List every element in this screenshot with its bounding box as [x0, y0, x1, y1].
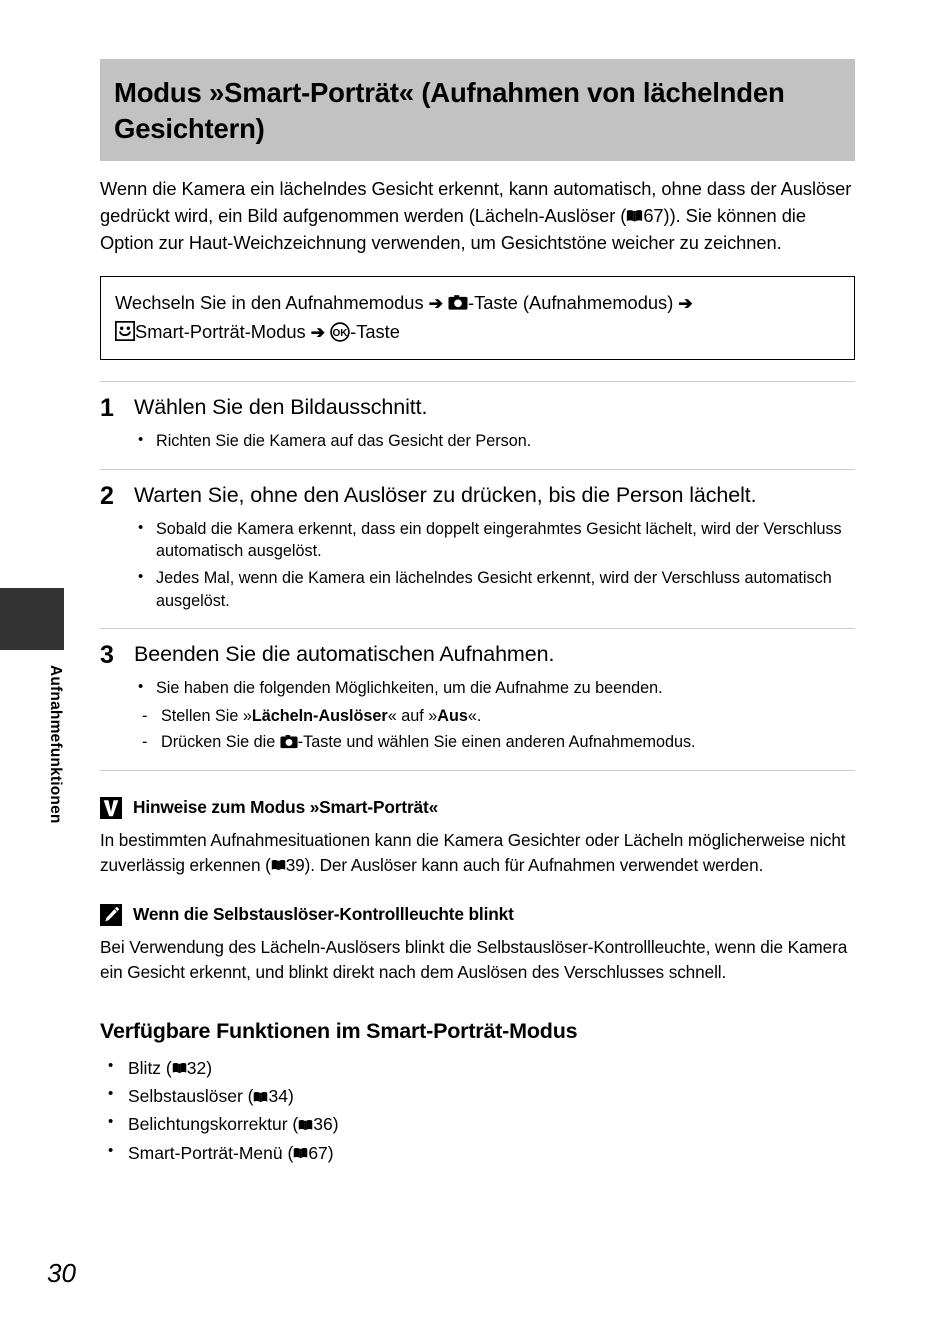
feature-label: Blitz (: [128, 1057, 172, 1078]
list-item: • Jedes Mal, wenn die Kamera ein lächelndes Gesicht erkennt, wird der Verschluss automatisch ausgelöst.: [134, 567, 855, 612]
note-warning-heading-row: [100, 797, 855, 819]
note-warning-page-ref: 39: [285, 854, 305, 875]
step-3-number: 3: [100, 641, 114, 670]
step-1: [100, 394, 855, 453]
sub2-post: -Taste und wählen Sie einen anderen Aufnahmemodus.: [297, 733, 696, 752]
book-icon: [253, 1091, 268, 1104]
arrow-right-icon: ➔: [428, 293, 443, 313]
intro-paragraph: [100, 175, 855, 257]
feature-suffix: ): [206, 1057, 213, 1078]
path-line1-mid: -Taste (Aufnahmemodus): [468, 291, 674, 313]
book-icon: [271, 859, 286, 872]
step-1-number: 1: [100, 394, 114, 423]
book-icon: [293, 1147, 308, 1160]
feature-label: Belichtungskorrektur (: [128, 1114, 299, 1135]
camera-icon: [448, 294, 468, 311]
step-3-title: Beenden Sie die automatischen Aufnahmen.: [134, 642, 555, 667]
intro-text-part1: Wenn die Kamera ein lächelndes Gesicht erkennt, kann automatisch, ohne dass der Auslöser gedrückt wird, ein Bild aufgenommen werden (Lächeln-Auslöser (: [100, 177, 852, 226]
book-icon: [172, 1062, 187, 1075]
note-tip-heading-row: [100, 904, 855, 926]
navigation-path-box: [100, 276, 855, 360]
feature-suffix: ): [332, 1114, 339, 1135]
sub-list-item-2: [134, 730, 855, 754]
list-item: [100, 1141, 855, 1166]
path-line1-pre: Wechseln Sie in den Aufnahmemodus: [115, 291, 424, 313]
note-tip-heading: Wenn die Selbstauslöser-Kontrollleuchte blinkt: [133, 904, 514, 925]
list-item: • Sobald die Kamera erkennt, dass ein doppelt eingerahmtes Gesicht lächelt, wird der Verschluss automatisch ausgelöst.: [134, 518, 855, 563]
page-content: [100, 0, 855, 1166]
sub1-bold1: Lächeln-Auslöser: [251, 706, 388, 725]
chapter-tab-label: Aufnahmefunktionen: [47, 665, 64, 824]
path-line2-end: -Taste: [350, 321, 400, 343]
feature-page-ref: 67: [308, 1142, 328, 1163]
step-2-number: 2: [100, 481, 114, 510]
sub1-pre: Stellen Sie »: [161, 706, 252, 725]
step-3-bullets: [134, 677, 855, 700]
features-heading: Verfügbare Funktionen im Smart-Porträt-Modus: [100, 1018, 578, 1043]
step-2-title: Warten Sie, ohne den Auslöser zu drücken, bis die Person lächelt.: [134, 482, 757, 507]
sub1-bold2: Aus: [437, 706, 468, 725]
note-tip-body: Bei Verwendung des Lächeln-Auslösers blinkt die Selbstauslöser-Kontrollleuchte, wenn die Kamera ein Gesicht erkennt, und blinkt direkt nach dem Auslösen des Verschlusses schnell.: [100, 936, 848, 982]
sub-list-item-1: [134, 704, 855, 728]
list-item: [100, 1056, 855, 1081]
list-item: • Richten Sie die Kamera auf das Gesicht der Person.: [134, 430, 855, 453]
feature-suffix: ): [327, 1142, 334, 1163]
page-number: 30: [47, 1258, 76, 1288]
step-3: [100, 641, 855, 754]
intro-page-ref: 67: [643, 204, 664, 226]
list-item: • Sie haben die folgenden Möglichkeiten, um die Aufnahme zu beenden.: [134, 677, 855, 700]
step-divider-3: [100, 628, 855, 629]
ok-button-icon: [330, 322, 350, 342]
note-warning-text1: In bestimmten Aufnahmesituationen kann die Kamera Gesichter oder Lächeln möglicherweise nicht zuverlässig erkennen (: [100, 829, 846, 875]
step-2: [100, 482, 855, 613]
feature-label: Selbstauslöser (: [128, 1086, 254, 1107]
intro-text-part2: )). Sie können die Option zur Haut-Weichzeichnung verwenden, um Gesichtstöne weicher zu zeichnen.: [100, 204, 806, 254]
book-icon: [626, 209, 643, 223]
feature-page-ref: 36: [313, 1114, 333, 1135]
step-divider-2: [100, 469, 855, 470]
list-item: [100, 1112, 855, 1137]
feature-page-ref: 34: [268, 1086, 288, 1107]
page-title: Modus »Smart-Porträt« (Aufnahmen von lächelnden Gesichtern): [100, 59, 855, 161]
note-warning-text2: ). Der Auslöser kann auch für Aufnahmen verwendet werden.: [304, 854, 764, 875]
note-tip: [100, 904, 855, 985]
list-item: [100, 1084, 855, 1109]
path-line-2: [115, 317, 840, 347]
feature-suffix: ): [287, 1086, 294, 1107]
path-line2-mid: Smart-Porträt-Modus: [135, 321, 306, 343]
sub1-mid: « auf »: [387, 706, 438, 725]
sub2-pre: Drücken Sie die: [161, 733, 276, 752]
feature-label: Smart-Porträt-Menü (: [128, 1142, 294, 1163]
path-line-1: [115, 288, 840, 318]
step-1-title: Wählen Sie den Bildausschnitt.: [134, 395, 428, 420]
book-icon: [298, 1119, 313, 1132]
note-warning-body: [100, 828, 855, 878]
camera-icon: [280, 734, 298, 749]
sub1-post: «.: [467, 706, 482, 725]
step-3-sub-items: [134, 704, 855, 755]
step-divider-4: [100, 770, 855, 771]
smile-face-icon: [115, 321, 135, 341]
feature-page-ref: 32: [186, 1057, 207, 1078]
features-list: [100, 1056, 855, 1166]
note-warning: [100, 797, 855, 878]
arrow-right-icon-3: ➔: [310, 323, 326, 343]
note-warning-heading: Hinweise zum Modus »Smart-Porträt«: [133, 797, 439, 818]
chapter-tab-block: [0, 588, 64, 650]
step-1-bullets: [134, 430, 855, 453]
pencil-note-icon: [100, 904, 122, 926]
arrow-right-icon-2: ➔: [678, 293, 693, 313]
svg-text:OK: OK: [332, 328, 348, 340]
step-2-bullets: [134, 518, 855, 613]
step-divider-1: [100, 381, 855, 382]
warning-checkmark-icon: [100, 797, 122, 819]
